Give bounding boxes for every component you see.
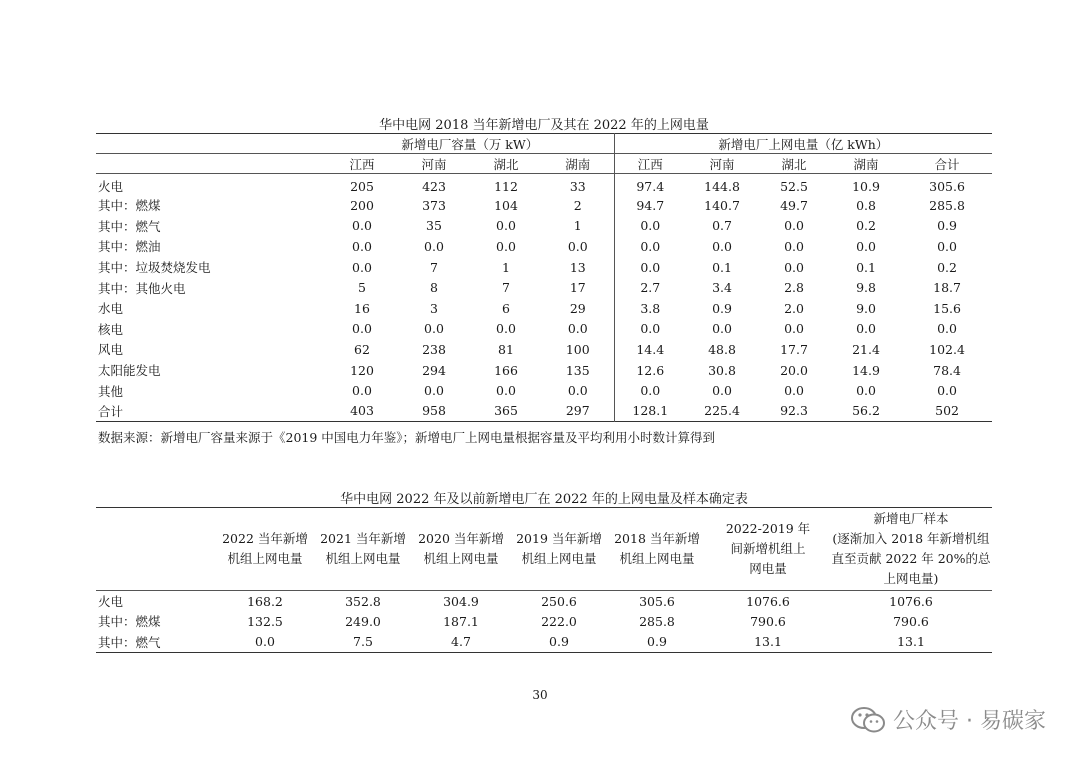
watermark-text: 公众号 · 易碳家 (893, 709, 1046, 734)
table-cell: 297 (542, 401, 614, 422)
table-cell: 285.8 (929, 197, 965, 213)
table2-body (96, 591, 992, 653)
col-header-line: 网电量 (749, 561, 787, 576)
table-cell: 3.8 (640, 300, 661, 316)
table-cell: 78.4 (933, 362, 961, 378)
table-cell: 0.0 (640, 321, 661, 337)
table-cell: 0.0 (424, 383, 444, 399)
table-cell: 0.0 (712, 383, 732, 399)
table-cell: 0.9 (712, 300, 732, 316)
table-cell: 304.9 (443, 593, 479, 609)
row-label: 其中：燃油 (98, 239, 161, 255)
table-cell: 14.4 (636, 341, 665, 357)
col-header (510, 508, 608, 591)
row-label: 太阳能发电 (98, 363, 161, 379)
table-cell: 373 (422, 197, 446, 213)
table-row (96, 360, 992, 381)
row-label: 其中：燃煤 (98, 198, 161, 214)
table-cell: 1076.6 (746, 593, 790, 609)
table-cell: 0.0 (640, 259, 661, 275)
table-cell: 7 (502, 280, 510, 296)
table-cell: 0.0 (937, 383, 957, 399)
col-header-line: 机组上网电量 (619, 551, 695, 566)
table2-energy-and-sample (96, 507, 992, 653)
col-header: 合计 (902, 154, 992, 174)
table1-title: 华中电网 2018 当年新增电厂及其在 2022 年的上网电量 (379, 118, 709, 133)
table-row (96, 319, 992, 340)
row-label: 其他 (98, 383, 124, 399)
table-cell: 18.7 (933, 280, 961, 296)
table-cell: 13.1 (754, 634, 782, 649)
row-label: 其中：燃气 (98, 634, 161, 650)
col-header: 湖北 (470, 154, 542, 174)
table-row (96, 591, 992, 612)
table1-group-header-row (96, 134, 992, 154)
table-row (96, 339, 992, 360)
table-cell: 120 (350, 362, 374, 378)
table-cell: 20.0 (780, 362, 808, 378)
table-cell: 112 (494, 178, 518, 194)
table-cell: 56.2 (852, 403, 880, 419)
table-cell: 403 (350, 403, 374, 419)
table-cell: 0.0 (640, 383, 661, 399)
table-cell: 2.0 (784, 300, 804, 316)
table-cell: 0.0 (784, 238, 804, 254)
table-cell: 10.9 (852, 178, 880, 194)
table-cell: 62 (354, 341, 370, 357)
table1-column-header-row (96, 154, 992, 174)
table-cell: 0.0 (640, 218, 661, 234)
table-cell: 1076.6 (889, 593, 933, 609)
row-label: 合计 (98, 403, 124, 419)
table-cell: 81 (498, 341, 514, 357)
table-cell: 352.8 (345, 593, 381, 609)
table-cell: 15.6 (933, 300, 961, 316)
table-cell: 0.0 (255, 634, 275, 649)
table-row (96, 611, 992, 632)
table-cell: 4.7 (451, 634, 471, 649)
table2-title: 华中电网 2022 年及以前新增电厂在 2022 年的上网电量及样本确定表 (340, 492, 748, 507)
table-cell: 13.1 (897, 634, 925, 649)
table-row (96, 380, 992, 401)
table-cell: 0.0 (856, 238, 876, 254)
col-header-line: 机组上网电量 (227, 551, 303, 566)
row-label: 其中：燃煤 (98, 614, 161, 630)
table-cell: 94.7 (636, 197, 665, 213)
table-cell: 35 (426, 218, 442, 234)
col-header-line: 2019 当年新增 (516, 531, 602, 546)
table-cell: 33 (542, 174, 614, 196)
table-cell: 30.8 (708, 362, 736, 378)
col-header-line: 上网电量) (883, 571, 939, 586)
table-cell: 200 (350, 197, 374, 213)
table-cell: 238 (422, 341, 446, 357)
row-label: 核电 (98, 321, 124, 337)
table-cell: 187.1 (443, 613, 479, 629)
table-cell: 21.4 (852, 341, 880, 357)
col-header (314, 508, 412, 591)
table-cell: 17 (542, 277, 614, 298)
table-cell: 16 (354, 300, 370, 316)
col-header-line: 2022-2019 年 (725, 521, 811, 536)
table-cell: 7 (430, 259, 438, 275)
table-cell: 0.7 (712, 218, 732, 234)
table-row (96, 298, 992, 319)
col-header-line: 2018 当年新增 (614, 531, 700, 546)
table-cell: 0.9 (937, 218, 957, 234)
row-label: 火电 (98, 594, 124, 609)
table-cell: 249.0 (345, 613, 381, 629)
table-cell: 100 (542, 339, 614, 360)
table-cell: 9.0 (856, 300, 876, 316)
table-cell: 2.8 (784, 280, 804, 296)
table-cell: 0.0 (937, 238, 957, 254)
table-cell: 135 (542, 360, 614, 381)
table-cell: 0.0 (542, 319, 614, 340)
table-cell: 365 (494, 403, 518, 419)
row-label: 水电 (98, 301, 124, 317)
table-cell: 104 (494, 197, 518, 213)
table-cell: 1 (542, 216, 614, 237)
table-cell: 52.5 (780, 178, 808, 194)
table1-body (96, 174, 992, 422)
table-cell: 9.8 (856, 280, 876, 296)
table-cell: 0.9 (549, 634, 569, 649)
table-cell: 0.0 (856, 383, 876, 399)
table-cell: 13 (542, 257, 614, 278)
col-header-line: 机组上网电量 (325, 551, 401, 566)
table-row (96, 632, 992, 653)
table-cell: 8 (430, 280, 438, 296)
col-header-line: 机组上网电量 (423, 551, 499, 566)
table-cell: 790.6 (750, 613, 786, 629)
table-cell: 0.0 (712, 321, 732, 337)
table-cell: 29 (542, 298, 614, 319)
table-cell: 0.0 (424, 321, 444, 337)
col-header: 湖南 (542, 154, 614, 174)
col-header-line: 新增电厂样本 (873, 511, 949, 526)
table-cell: 305.6 (639, 593, 675, 609)
col-header: 湖北 (758, 154, 830, 174)
table-cell: 2 (542, 195, 614, 216)
table-cell: 92.3 (780, 403, 808, 419)
col-header-line: 2021 当年新增 (320, 531, 406, 546)
table-row (96, 216, 992, 237)
row-label: 风电 (98, 342, 124, 358)
table-cell: 0.0 (784, 259, 804, 275)
table-cell: 0.0 (784, 383, 804, 399)
col-header-line: 间新增机组上 (730, 541, 806, 556)
capacity-group-header: 新增电厂容量（万 kW） (326, 134, 614, 154)
col-header (706, 508, 830, 591)
table-cell: 144.8 (704, 178, 740, 194)
table-cell: 0.0 (542, 380, 614, 401)
table-cell: 7.5 (353, 634, 373, 649)
table-cell: 305.6 (929, 178, 965, 194)
table-cell: 250.6 (541, 593, 577, 609)
table-cell: 3.4 (712, 280, 732, 296)
table1-new-capacity-and-energy (96, 133, 992, 422)
table-cell: 0.0 (856, 321, 876, 337)
table-cell: 0.8 (856, 197, 876, 213)
table-cell: 0.0 (424, 238, 444, 254)
table-cell: 0.0 (712, 238, 732, 254)
table-cell: 17.7 (780, 341, 808, 357)
table-cell: 102.4 (929, 341, 965, 357)
table-cell: 222.0 (541, 613, 577, 629)
table-cell: 790.6 (893, 613, 929, 629)
col-header (412, 508, 510, 591)
table-cell: 0.0 (784, 218, 804, 234)
table-cell: 140.7 (704, 197, 740, 213)
table-cell: 128.1 (632, 403, 669, 419)
data-source-note: 数据来源：新增电厂容量来源于《2019 中国电力年鉴》；新增电厂上网电量根据容量及平均利用小时数计算得到 (98, 430, 716, 445)
table-cell: 5 (358, 280, 366, 296)
table-cell: 1 (502, 259, 510, 275)
energy-group-header: 新增电厂上网电量（亿 kWh） (614, 134, 992, 154)
row-label: 其中：燃气 (98, 218, 161, 234)
table-cell: 0.0 (496, 383, 516, 399)
table-cell: 2.7 (640, 280, 661, 296)
col-header (830, 508, 992, 591)
table-cell: 0.0 (352, 259, 372, 275)
table-cell: 97.4 (636, 178, 665, 194)
table-cell: 14.9 (852, 362, 880, 378)
col-header-line: 2022 当年新增 (222, 531, 308, 546)
table-cell: 205 (350, 178, 374, 194)
table-row (96, 195, 992, 216)
table-cell: 3 (430, 300, 438, 316)
table-cell: 0.0 (496, 238, 516, 254)
table-cell: 0.0 (784, 321, 804, 337)
table-cell: 49.7 (780, 197, 808, 213)
table-cell: 0.2 (937, 259, 957, 275)
col-header: 江西 (326, 154, 398, 174)
row-label: 其中：其他火电 (98, 280, 186, 296)
col-header (608, 508, 706, 591)
table-cell: 0.2 (856, 218, 876, 234)
table-cell: 423 (422, 178, 446, 194)
table-cell: 0.0 (352, 383, 372, 399)
table-cell: 0.0 (496, 321, 516, 337)
table-cell: 0.0 (352, 238, 372, 254)
row-label: 其中：垃圾焚烧发电 (98, 260, 211, 276)
table-cell: 0.0 (352, 321, 372, 337)
table2-header-row (96, 508, 992, 591)
col-header: 江西 (614, 154, 686, 174)
table-cell: 0.0 (352, 218, 372, 234)
watermark (851, 704, 1046, 735)
table-cell: 294 (422, 362, 446, 378)
table-cell: 0.9 (647, 634, 667, 649)
col-header: 河南 (686, 154, 758, 174)
table-cell: 285.8 (639, 613, 675, 629)
col-header-line: 直至贡献 2022 年 20%的总 (831, 551, 991, 566)
table-cell: 0.1 (712, 259, 732, 275)
table-cell: 48.8 (708, 341, 736, 357)
table-row (96, 277, 992, 298)
table-cell: 0.1 (856, 259, 876, 275)
col-header (216, 508, 314, 591)
table-cell: 6 (502, 300, 510, 316)
table-cell: 166 (494, 362, 518, 378)
table-cell: 0.0 (542, 236, 614, 257)
table-cell: 132.5 (247, 613, 283, 629)
table-row (96, 174, 992, 196)
table-row (96, 236, 992, 257)
row-label: 火电 (98, 179, 124, 194)
table-cell: 0.0 (640, 238, 661, 254)
col-header-line: (逐渐加入 2018 年新增机组 (832, 531, 990, 546)
table-cell: 168.2 (247, 593, 283, 609)
col-header-line: 机组上网电量 (521, 551, 597, 566)
table-cell: 0.0 (496, 218, 516, 234)
col-header-line: 2020 当年新增 (418, 531, 504, 546)
wechat-icon (851, 706, 885, 734)
col-header: 湖南 (830, 154, 902, 174)
table-cell: 225.4 (704, 403, 740, 419)
table-cell: 958 (422, 403, 446, 419)
table-cell: 0.0 (937, 321, 957, 337)
table-row (96, 257, 992, 278)
page-number: 30 (532, 688, 548, 702)
table-cell: 12.6 (636, 362, 665, 378)
col-header: 河南 (398, 154, 470, 174)
table-row (96, 401, 992, 422)
table-cell: 502 (935, 403, 959, 419)
